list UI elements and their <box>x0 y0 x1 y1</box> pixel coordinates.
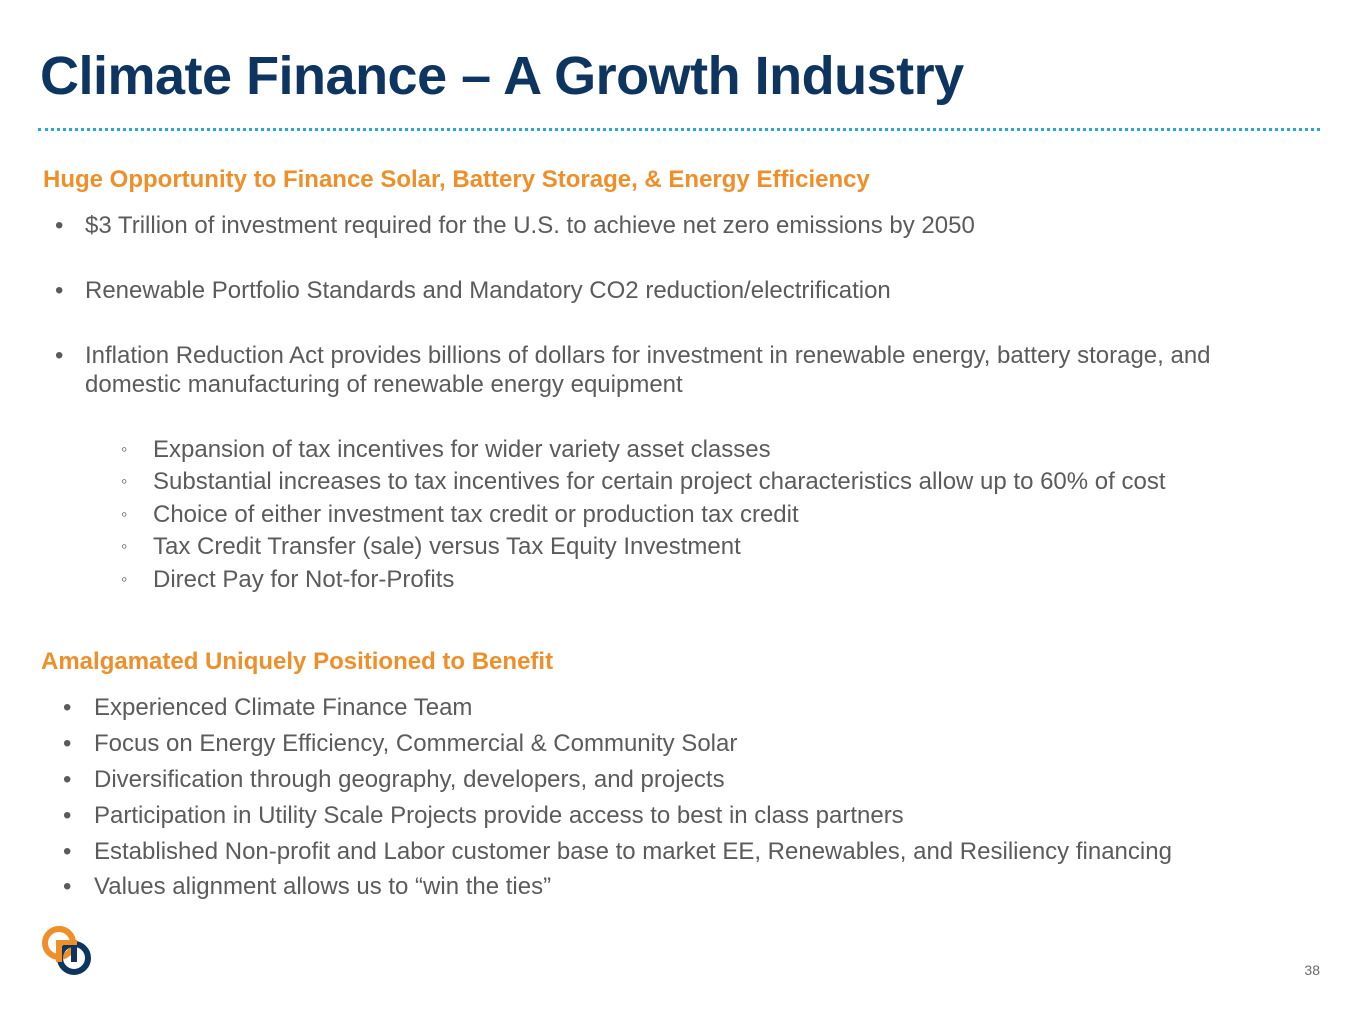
hollow-bullet-icon: ◦ <box>121 439 128 459</box>
hollow-bullet-icon: ◦ <box>121 471 128 491</box>
list-item-text: Participation in Utility Scale Projects provide access to best in class partners <box>94 802 904 829</box>
bullet-icon: • <box>63 694 72 721</box>
list-item <box>63 872 551 901</box>
sub-list-item-text: Substantial increases to tax incentives for certain project characteristics allow up to 60% of cost <box>153 468 1166 495</box>
sub-list-item-text: Expansion of tax incentives for wider variety asset classes <box>153 436 771 463</box>
list-item-text: Established Non-profit and Labor customer base to market EE, Renewables, and Resiliency financing <box>94 838 1172 865</box>
list-item <box>63 765 725 794</box>
list-item <box>63 801 904 830</box>
list-item-text: Diversification through geography, developers, and projects <box>94 766 725 793</box>
section-heading-positioned: Amalgamated Uniquely Positioned to Benefit <box>41 648 554 675</box>
list-item-text: Experienced Climate Finance Team <box>94 694 473 721</box>
slide-title: Climate Finance – A Growth Industry <box>40 46 964 106</box>
list-item <box>63 729 737 758</box>
list-item <box>55 211 975 240</box>
list-item-text: Renewable Portfolio Standards and Mandatory CO2 reduction/electrification <box>85 277 891 304</box>
list-item <box>63 693 472 722</box>
sub-list-item <box>121 532 741 561</box>
dotted-divider <box>38 128 1320 131</box>
bullet-icon: • <box>63 730 72 757</box>
bullet-icon: • <box>63 766 72 793</box>
bullet-icon: • <box>63 873 72 900</box>
list-item-text: Values alignment allows us to “win the ties” <box>94 873 552 900</box>
sub-list-item <box>121 467 1166 496</box>
bullet-icon: • <box>55 277 64 304</box>
sub-list-item-text: Tax Credit Transfer (sale) versus Tax Equity Investment <box>153 533 741 560</box>
amalgamated-logo-icon <box>38 922 96 980</box>
list-item <box>63 837 1172 866</box>
bullet-icon: • <box>55 212 64 239</box>
hollow-bullet-icon: ◦ <box>121 504 128 524</box>
page-number: 38 <box>1304 962 1320 978</box>
bullet-icon: • <box>63 838 72 865</box>
list-item-text: $3 Trillion of investment required for the U.S. to achieve net zero emissions by 2050 <box>85 212 975 239</box>
list-item <box>55 341 1285 399</box>
list-item-text: Inflation Reduction Act provides billions of dollars for investment in renewable energy, battery storage, and domestic manufacturing of renewable energy equipment <box>85 342 1211 398</box>
sub-list-item <box>121 500 799 529</box>
sub-list-item <box>121 435 771 464</box>
sub-list-item <box>121 565 454 594</box>
bullet-icon: • <box>63 802 72 829</box>
bullet-icon: • <box>55 342 64 369</box>
section-heading-opportunity: Huge Opportunity to Finance Solar, Battery Storage, & Energy Efficiency <box>43 166 870 193</box>
sub-list-item-text: Direct Pay for Not-for-Profits <box>153 566 455 593</box>
sub-list-item-text: Choice of either investment tax credit or production tax credit <box>153 501 799 528</box>
hollow-bullet-icon: ◦ <box>121 536 128 556</box>
list-item <box>55 276 891 305</box>
list-item-text: Focus on Energy Efficiency, Commercial & Community Solar <box>94 730 738 757</box>
hollow-bullet-icon: ◦ <box>121 569 128 589</box>
